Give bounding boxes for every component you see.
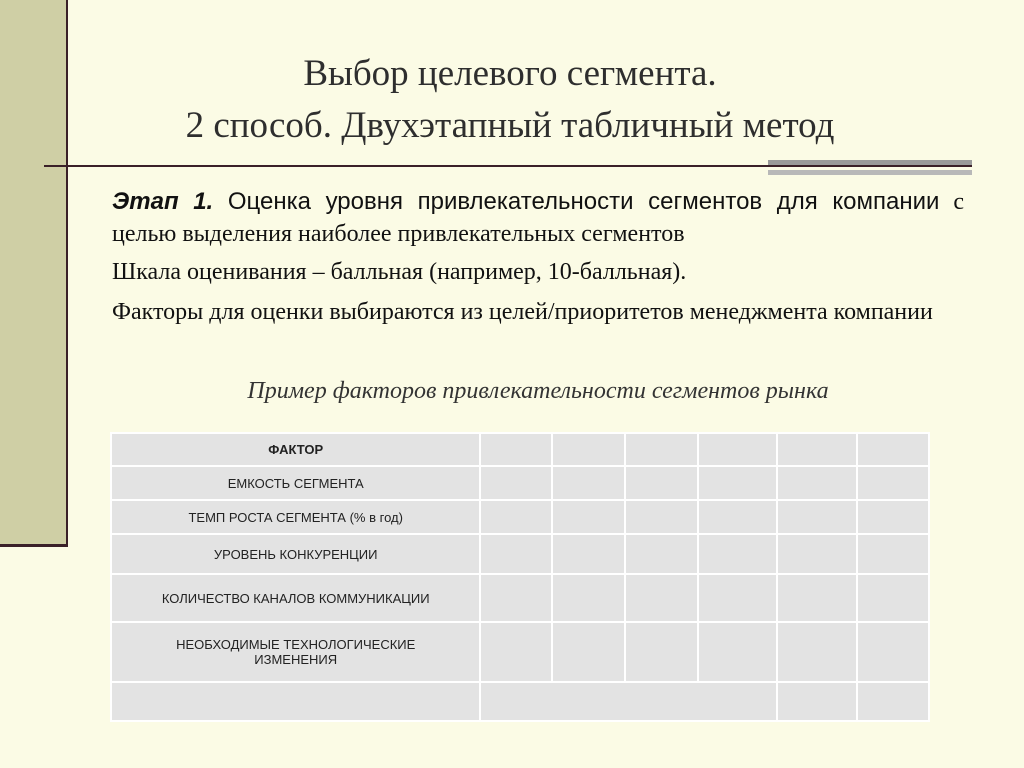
- table-row: [111, 466, 929, 500]
- table-cell: [625, 500, 698, 534]
- table-cell: [857, 534, 929, 574]
- table-cell: [777, 500, 857, 534]
- left-decor-bar: [0, 0, 68, 546]
- slide-title: [130, 48, 890, 152]
- table-cell: [698, 500, 778, 534]
- table-cell: [857, 433, 929, 466]
- table-cell: [625, 534, 698, 574]
- factor-name: ЕМКОСТЬ СЕГМЕНТА: [111, 466, 480, 500]
- factor-name: ТЕМП РОСТА СЕГМЕНТА (% в год): [111, 500, 480, 534]
- factor-name: [111, 682, 480, 721]
- table-cell: [625, 574, 698, 622]
- table-caption: Пример факторов привлекательности сегментов рынка: [247, 378, 829, 404]
- stage-1-paragraph: [112, 186, 964, 250]
- table-cell: [698, 534, 778, 574]
- stage-1-text: Оценка уровня привлекательности сегментов для компании: [213, 188, 940, 215]
- table-row: [111, 534, 929, 574]
- table-cell: [552, 466, 625, 500]
- factor-name: КОЛИЧЕСТВО КАНАЛОВ КОММУНИКАЦИИ: [111, 574, 480, 622]
- table-cell: [480, 622, 552, 682]
- factors-table: [110, 432, 930, 722]
- title-divider: [44, 165, 972, 167]
- table-cell: [552, 534, 625, 574]
- table-cell: [552, 622, 625, 682]
- table-cell: [777, 682, 857, 721]
- factor-name: НЕОБХОДИМЫЕ ТЕХНОЛОГИЧЕСКИЕ ИЗМЕНЕНИЯ: [111, 622, 480, 682]
- table-row: [111, 574, 929, 622]
- table-cell: [625, 433, 698, 466]
- table-cell: [777, 574, 857, 622]
- title-accent-bar-1: [768, 160, 972, 165]
- table-cell: [857, 466, 929, 500]
- table-cell: [698, 574, 778, 622]
- table-cell: [777, 622, 857, 682]
- table-cell: [777, 466, 857, 500]
- factor-name: УРОВЕНЬ КОНКУРЕНЦИИ: [111, 534, 480, 574]
- table-header-row: [111, 433, 929, 466]
- table-row: [111, 682, 929, 721]
- table-cell: [857, 682, 929, 721]
- table-cell: [480, 500, 552, 534]
- left-decor-underline: [0, 544, 68, 547]
- stage-1-text-tail: с целью выделения наиболее привлекательных сегментов: [112, 189, 965, 247]
- table-cell: [552, 433, 625, 466]
- title-line-2: 2 способ. Двухэтапный табличный метод: [185, 105, 835, 146]
- table-cell: [480, 433, 552, 466]
- table-row: [111, 500, 929, 534]
- factors-paragraph: Факторы для оценки выбираются из целей/приоритетов менеджмента компании: [112, 299, 933, 325]
- table-cell: [480, 466, 552, 500]
- table-header-factor: ФАКТОР: [111, 433, 480, 466]
- table-cell: [857, 500, 929, 534]
- table-row: [111, 622, 929, 682]
- scale-paragraph: Шкала оценивания – балльная (например, 10-балльная).: [112, 259, 687, 285]
- table-cell: [857, 622, 929, 682]
- table-cell: [857, 574, 929, 622]
- stage-1-label: Этап 1.: [112, 188, 214, 215]
- table-cell: [480, 534, 552, 574]
- table-cell: [480, 574, 552, 622]
- title-accent-bar-2: [768, 170, 972, 175]
- table-cell: [552, 500, 625, 534]
- table-cell: [552, 574, 625, 622]
- table-cell: [777, 534, 857, 574]
- table-cell: [698, 622, 778, 682]
- table-cell: [777, 433, 857, 466]
- left-decor-edge: [66, 0, 68, 547]
- table-cell: [698, 466, 778, 500]
- slide-body: [112, 186, 964, 328]
- title-line-1: Выбор целевого сегмента.: [303, 53, 717, 94]
- table-cell: [698, 433, 778, 466]
- table-cell: [625, 466, 698, 500]
- table-cell: [480, 682, 777, 721]
- table-cell: [625, 622, 698, 682]
